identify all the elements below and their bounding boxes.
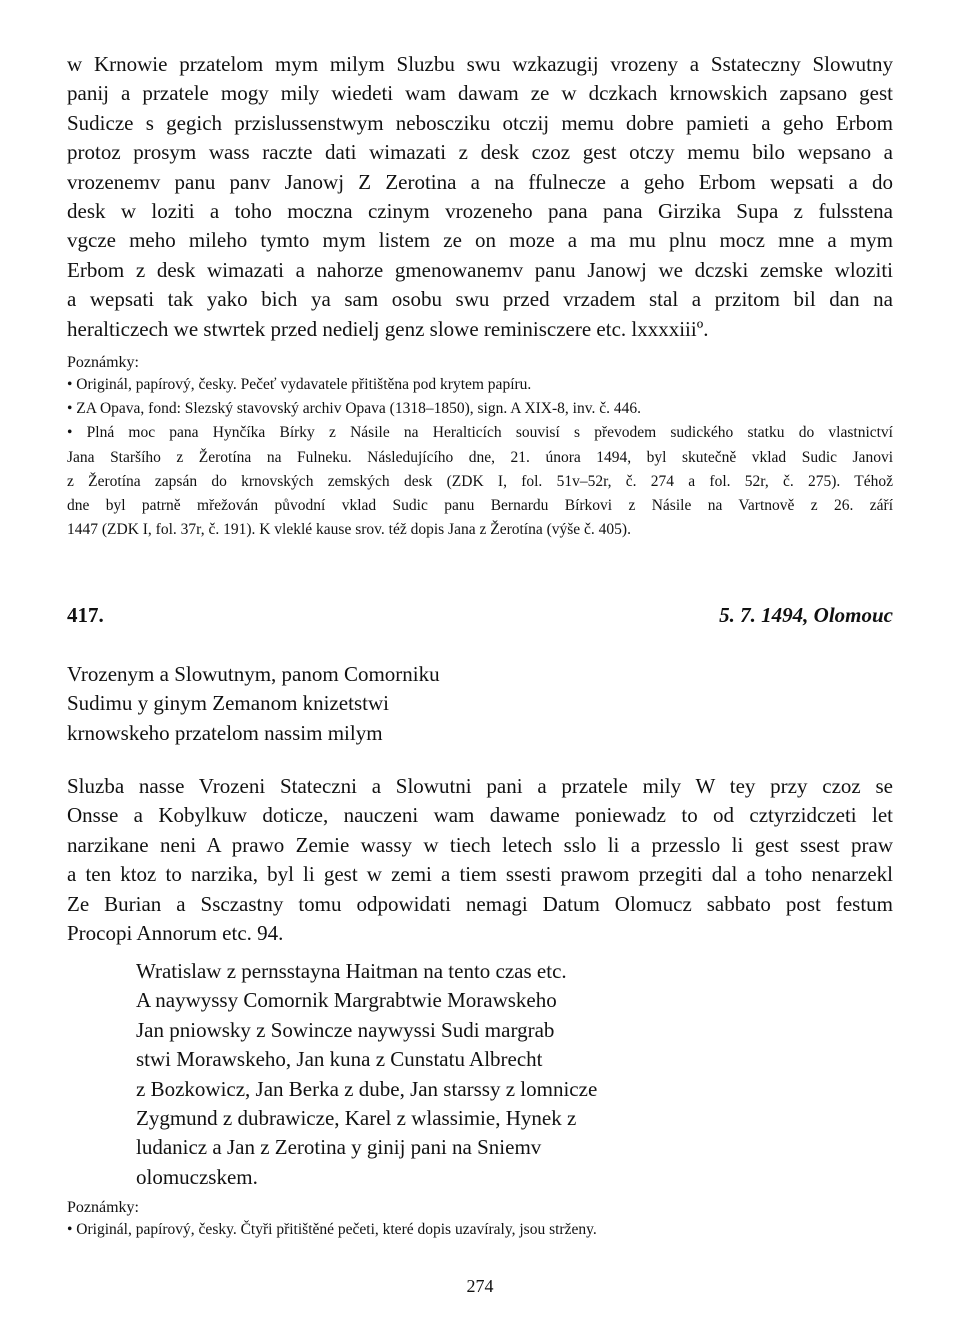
note-line: • Originál, papírový, česky. Čtyři přitištěné pečeti, které dopis uzavíraly, jsou strženy. [67, 1221, 597, 1238]
signature-line: Zygmund z dubrawicze, Karel z wlassimie, Hynek z [136, 1106, 577, 1131]
signature-line: A naywyssy Comornik Margrabtwie Morawskeho [136, 988, 557, 1013]
text-line: Erbom z desk wimazati a nahorze gmenowanemv panu Janowj we dczski zemske wloziti [67, 257, 893, 282]
signature-line: stwi Morawskeho, Jan kuna z Cunstatu Albrecht [136, 1047, 543, 1072]
note-line: • Originál, papírový, česky. Pečeť vydavatele přitištěna pod krytem papíru. [67, 376, 532, 394]
note-line: • ZA Opava, fond: Slezský stavovský archiv Opava (1318–1850), sign. A XIX-8, inv. č. 446. [67, 400, 641, 418]
text-line: vrozenemv panu panv Janowj Z Zerotina a na ffulnecze a geho Erbom wepsati a do [67, 169, 893, 194]
text-line: Procopi Annorum etc. 94. [67, 921, 284, 946]
note-item [67, 1218, 893, 1242]
notes-label: Poznámky: [67, 354, 139, 372]
letter-text [67, 772, 893, 948]
text-line: vgcze meho mileho tymto mym listem ze on moze a ma mu plnu mocz mne a mym [67, 228, 893, 253]
signature-line: ludanicz a Jan z Zerotina y ginij pani na Sniemv [136, 1135, 542, 1160]
signature-line: Jan pniowsky z Sowincze naywyssi Sudi margrab [136, 1017, 555, 1042]
text-line: heralticzech we stwrtek przed nedielj genz slowe reminisczere etc. lxxxxiiiº. [67, 316, 709, 341]
signatures-block [136, 957, 736, 1192]
text-line: a wepsati tak yako bich ya sam osobu swu przed vrzadem stal a przitom bil dan na [67, 287, 893, 312]
note-line: dne byl patrně mřežován původní vklad Sudic panu Bernardu Bírkovi z Násile na Vartnově z 26. září [67, 497, 893, 515]
note-line: 1447 (ZDK I, fol. 37r, č. 191). K vleklé kause srov. též dopis Jana z Žerotína (výše č. 405). [67, 521, 631, 539]
address-line: Vrozenym a Slowutnym, panom Comorniku [67, 662, 440, 686]
document-number: 417. [67, 603, 104, 627]
text-line: Sluzba nasse Vrozeni Stateczni a Slowutni pani a przatele mily W tey przy czoz se [67, 774, 893, 798]
text-line: Onsse a Kobylkuw doticze, nauczeni wam dawame poniewadz to od cztyrzidczeti let [67, 803, 893, 828]
previous-document [67, 50, 893, 542]
note-item [67, 373, 893, 397]
signature-line: olomuczskem. [136, 1164, 258, 1189]
page-number: 274 [466, 1276, 494, 1296]
text-line: panij a przatele mogy mily wiedeti wam dawam ze w dczkach krnowskich zapsano gest [67, 81, 893, 106]
notes-label: Poznámky: [67, 1199, 139, 1216]
text-line: w Krnowie przatelom mym milym Sluzbu swu wzkazugij vrozeny a Sstateczny Slowutny [67, 52, 893, 76]
address-line: krnowskeho przatelom nassim milym [67, 720, 383, 745]
signature-line: Wratislaw z pernsstayna Haitman na tento czas etc. [136, 959, 567, 983]
note-item [67, 397, 893, 421]
signature-line: z Bozkowicz, Jan Berka z dube, Jan starssy z lomnicze [136, 1076, 598, 1101]
letter-body [67, 772, 893, 948]
document-address [67, 660, 667, 748]
text-line: desk w loziti a toho moczna czinym vrozeneho pana pana Girzika Supa z fulsstena [67, 199, 893, 224]
note-line: Jana Staršího z Žerotína na Fulneku. Následujícího dne, 21. února 1494, byl skutečně vklad Sudic Janovi [67, 448, 893, 466]
text-line: Sudicze s gegich przislussenstwym neboscziku otczij memu dobre pamieti a geho Erbom [67, 110, 893, 135]
document-notes [67, 1197, 893, 1242]
note-item [67, 421, 893, 542]
text-line: Ze Burian a Ssczastny tomu odpowidati nemagi Datum Olomucz sabbato post festum [67, 891, 893, 916]
note-line: z Žerotína zapsán do krnovských zemských desk (ZDK I, fol. 51v–52r, č. 274 a fol. 52r, č. 275). Téhož [67, 472, 893, 490]
document-header [67, 603, 893, 633]
text-line: protoz prosym wass raczte dati wimazati z desk czoz gest otczy memu bilo wepsano a [67, 140, 893, 165]
address-line: Sudimu y ginym Zemanom knizetstwi [67, 691, 389, 716]
text-line: narzikane neni A prawo Zemie wassy w tiech letech sslo li a przesslo li gest ssest praw [67, 832, 893, 857]
document-date-place: 5. 7. 1494, Olomouc [719, 603, 893, 627]
previous-document-text [67, 50, 893, 344]
note-line: • Plná moc pana Hynčíka Bírky z Násile na Heralticích souvisí s převodem sudického statku do vlastnictví [67, 424, 893, 442]
text-line: a ten ktoz to narzika, byl li gest w zemi a tiem ssesti prawom przegiti dal a toho nenarzekl [67, 862, 893, 887]
